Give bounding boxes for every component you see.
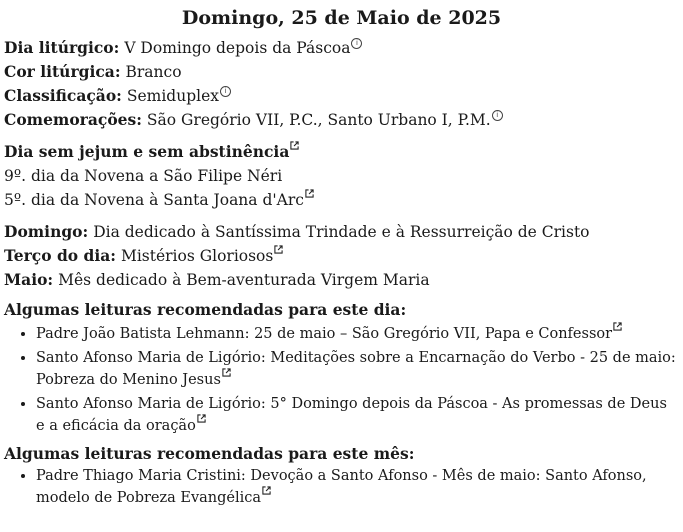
leitura-link[interactable]: Santo Afonso Maria de Ligório: Meditações sobre a Encarnação do Verbo - 25 de maio: Pobreza do Menino Jesus	[36, 350, 676, 388]
leitura-link[interactable]: Padre João Batista Lehmann: 25 de maio – São Gregório VII, Papa e Confessor	[36, 326, 613, 342]
terco-link[interactable]: Mistérios Gloriosos	[120, 247, 274, 265]
cor-liturgica-row	[4, 60, 679, 84]
novena-text: 9º. dia da Novena a São Filipe Néri	[4, 167, 283, 185]
info-icon[interactable]: i	[351, 38, 362, 49]
dia-liturgico-label: Dia litúrgico:	[4, 38, 120, 57]
dia-liturgico-value: V Domingo depois da Páscoa	[124, 39, 351, 57]
maio-row	[4, 268, 679, 292]
page-title: Domingo, 25 de Maio de 2025	[181, 7, 502, 29]
list-item	[36, 348, 679, 390]
leituras-mes-heading: Algumas leituras recomendadas para este mês:	[4, 444, 415, 463]
external-link-icon[interactable]	[305, 189, 314, 198]
leituras-dia-heading: Algumas leituras recomendadas para este dia:	[4, 300, 407, 319]
external-link-icon[interactable]	[274, 245, 283, 254]
list-item	[36, 322, 679, 344]
cor-liturgica-label: Cor litúrgica:	[4, 62, 121, 81]
leitura-link[interactable]: Santo Afonso Maria de Ligório: 5° Domingo depois da Páscoa - As promessas de Deus e a eficácia da oração	[36, 396, 667, 434]
comemoracoes-row	[4, 108, 679, 132]
domingo-value: Dia dedicado à Santíssima Trindade e à Ressurreição de Cristo	[93, 223, 590, 241]
maio-label: Maio:	[4, 270, 54, 289]
list-item	[36, 394, 679, 436]
terco-row	[4, 244, 679, 268]
leituras-dia-list	[4, 322, 679, 436]
domingo-label: Domingo:	[4, 222, 89, 241]
list-item	[36, 466, 679, 508]
comemoracoes-value: São Gregório VII, P.C., Santo Urbano I, P.M.	[146, 111, 491, 129]
domingo-row	[4, 220, 679, 244]
external-link-icon[interactable]	[197, 414, 206, 423]
leitura-link[interactable]: Padre Thiago Maria Cristini: Devoção a Santo Afonso - Mês de maio: Santo Afonso, modelo de Pobreza Evangélica	[36, 468, 647, 506]
leituras-mes-list	[4, 466, 679, 508]
jejum-row	[4, 140, 679, 164]
novena-row	[4, 188, 679, 212]
classificacao-value: Semiduplex	[126, 87, 219, 105]
jejum-text: Dia sem jejum e sem abstinência	[4, 142, 290, 161]
external-link-icon[interactable]	[222, 368, 231, 377]
novena-row	[4, 164, 679, 188]
dia-liturgico-row	[4, 36, 679, 60]
comemoracoes-label: Comemorações:	[4, 110, 142, 129]
maio-value: Mês dedicado à Bem-aventurada Virgem Maria	[58, 271, 430, 289]
info-icon[interactable]: i	[220, 86, 231, 97]
external-link-icon[interactable]	[613, 322, 622, 331]
external-link-icon[interactable]	[262, 486, 271, 495]
info-icon[interactable]: i	[492, 110, 503, 121]
jejum-link[interactable]	[4, 143, 289, 161]
classificacao-row	[4, 84, 679, 108]
cor-liturgica-value: Branco	[125, 63, 182, 81]
external-link-icon[interactable]	[290, 141, 299, 150]
novena-link[interactable]: 5º. dia da Novena à Santa Joana d'Arc	[4, 191, 304, 209]
classificacao-label: Classificação:	[4, 86, 122, 105]
terco-label: Terço do dia:	[4, 246, 117, 265]
